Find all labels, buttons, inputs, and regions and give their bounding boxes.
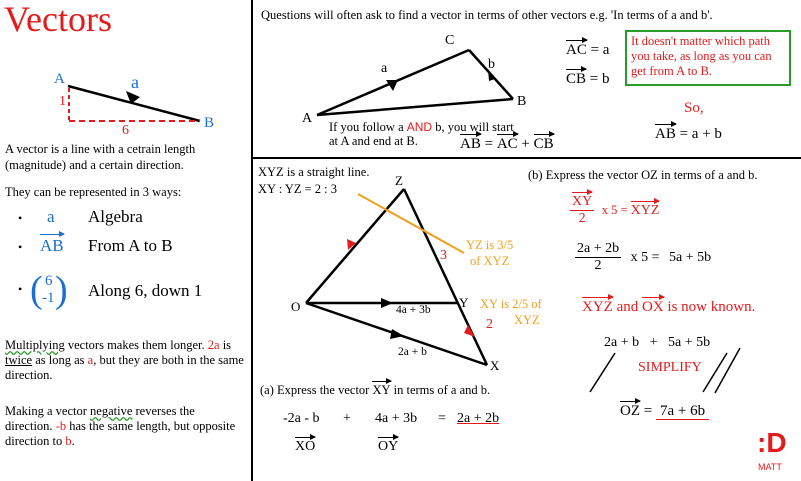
- a-red: a: [87, 353, 94, 367]
- path-note-box: [625, 30, 791, 86]
- xy-note-1: XY is 2/5 of: [480, 297, 542, 311]
- label-ox: 2a + b: [398, 346, 427, 358]
- sum-eq: =: [480, 136, 497, 152]
- bullet: •: [18, 211, 23, 225]
- xy-note: [480, 296, 542, 328]
- label-b-side: b: [488, 57, 495, 72]
- simplify-label: SIMPLIFY: [638, 360, 702, 375]
- twice-word: twice: [5, 353, 33, 367]
- yz-note-2: of XYZ: [470, 254, 510, 268]
- result-rhs: = a + b: [675, 126, 722, 142]
- vec-cb: CB: [566, 71, 587, 87]
- column-bottom: -1: [42, 290, 55, 306]
- vec-xy-2: XY: [572, 194, 593, 209]
- question-a: [260, 383, 490, 398]
- label-a-side: a: [381, 61, 388, 76]
- way-algebra: [18, 207, 143, 227]
- yz-note: [466, 237, 513, 269]
- result-5a5b: 5a + 5b: [669, 249, 712, 265]
- negative-text: Making a vector: [5, 404, 91, 418]
- numerator-2: 2a + 2b: [577, 241, 620, 256]
- term-oy: 4a + 3b: [375, 411, 418, 426]
- point-a: A: [302, 111, 313, 126]
- working-b-1: [570, 194, 659, 227]
- ab-symbol: AB: [40, 236, 64, 255]
- oz-eq: =: [640, 403, 656, 419]
- signature-face: :D: [757, 427, 787, 458]
- known-line: [582, 299, 755, 316]
- qa-1: (a) Express the vector: [260, 383, 373, 397]
- label-two: 2: [486, 317, 493, 332]
- vec-ab-result: AB: [655, 126, 676, 142]
- column-top: 6: [45, 273, 53, 289]
- vec-xy: XY: [372, 383, 391, 397]
- vec-xo: XO: [295, 439, 316, 454]
- minus-b: -b: [55, 419, 67, 433]
- working-b-2: [575, 241, 711, 274]
- vec-ab: AB: [460, 136, 481, 152]
- vec-ox: OX: [642, 299, 664, 315]
- follow-1: If you follow a: [329, 120, 407, 134]
- eq-ab-result: [655, 126, 722, 143]
- multiply-text-2: is: [219, 338, 232, 352]
- vec-ac-2: AC: [496, 136, 518, 152]
- multiply-text-3: as long as: [32, 353, 88, 367]
- two-a: 2a: [207, 338, 220, 352]
- intro-text: Questions will often ask to find a vector in terms of other vectors e.g. 'In terms of a and b'.: [261, 8, 713, 22]
- multiply-text: vectors makes them longer.: [64, 338, 205, 352]
- follow-3: at A and end at B.: [329, 134, 418, 148]
- final-value: 7a + 6b: [656, 403, 709, 420]
- yz-note-1: YZ is 3/5: [466, 238, 514, 252]
- known-text: is now known.: [663, 299, 756, 315]
- negative-text-3: has the same length, but opposite direction to: [5, 419, 236, 448]
- point-y: Y: [459, 295, 469, 310]
- label-vector-a: a: [131, 72, 139, 92]
- given-line: XYZ is a straight line.: [258, 165, 370, 179]
- way-from-a-to-b: [18, 236, 173, 256]
- column-text: Along 6, down 1: [88, 281, 203, 300]
- ab-text: From A to B: [88, 236, 173, 255]
- question-b: (b) Express the vector OZ in terms of a and b.: [528, 168, 758, 182]
- bullet: •: [18, 240, 23, 254]
- sum-plus: +: [517, 136, 534, 152]
- ways-intro: They can be represented in 3 ways:: [5, 185, 182, 199]
- negative-text-4: .: [71, 434, 75, 448]
- b-red: b: [65, 434, 72, 448]
- label-one: 1: [59, 94, 66, 109]
- path-note: It doesn't matter which path you take, as long as you can get from A to B.: [631, 34, 772, 78]
- label-oy: 4a + 3b: [396, 304, 431, 316]
- label-three: 3: [440, 248, 447, 263]
- point-z: Z: [395, 173, 403, 188]
- given-ratio: XY : YZ = 2 : 3: [258, 182, 338, 196]
- vector-definition: A vector is a line with a cetrain length (magnitude) and a certain direction.: [5, 142, 196, 172]
- open-paren: (: [30, 269, 43, 311]
- vec-ac: AC: [566, 42, 587, 58]
- signature-name: MATT: [758, 462, 782, 472]
- equals-sign: =: [438, 411, 446, 426]
- multiplying-word: Multiplying: [5, 338, 65, 352]
- sum-line: 2a + b + 5a + 5b: [604, 335, 711, 350]
- vec-cb-2: CB: [533, 136, 554, 152]
- negative-text-2: reverses the direction.: [5, 404, 195, 433]
- term-xo: -2a - b: [283, 411, 320, 426]
- denominator-1: 2: [578, 211, 586, 226]
- known-and: and: [612, 299, 642, 315]
- negative-word: negative: [90, 404, 133, 418]
- label-six: 6: [122, 123, 129, 138]
- plus-sign: +: [343, 411, 351, 426]
- so-label: So,: [684, 100, 704, 116]
- fraction-xy: [570, 194, 594, 227]
- vec-xyz-2: XYZ: [582, 299, 613, 315]
- label-a-point: A: [54, 71, 65, 87]
- vec-xyz: XYZ: [630, 202, 660, 218]
- cb-rhs: = b: [586, 71, 610, 87]
- vec-oy: OY: [378, 439, 399, 454]
- multiply-text-4: , but they are both in the same direction.: [5, 353, 244, 382]
- final-answer: [620, 403, 709, 420]
- algebra-text: Algebra: [88, 207, 143, 226]
- and-word: AND: [406, 120, 433, 134]
- vec-oz: OZ: [620, 403, 640, 419]
- bullet: •: [18, 282, 23, 296]
- point-c: C: [445, 33, 455, 48]
- ac-rhs: = a: [586, 42, 610, 58]
- result-xy: 2a + 2b: [457, 411, 500, 426]
- times-five-2: x 5 =: [630, 249, 660, 265]
- fraction-2a2b: [575, 241, 621, 274]
- xy-note-2: XYZ: [514, 313, 540, 327]
- times-five-1: x 5 =: [601, 202, 631, 217]
- label-b-point: B: [204, 115, 215, 131]
- eq-ac: [566, 42, 609, 59]
- multiplying-note: [5, 338, 245, 383]
- follow-2: b, you will start: [432, 120, 514, 134]
- eq-cb: [566, 71, 609, 88]
- point-o: O: [291, 299, 301, 314]
- page-title: Vectors: [4, 0, 112, 39]
- denominator-2: 2: [594, 258, 602, 273]
- close-paren: ): [55, 269, 68, 311]
- algebra-symbol: a: [47, 207, 55, 226]
- negative-note: [5, 404, 245, 449]
- qa-2: in terms of a and b.: [390, 383, 491, 397]
- point-x: X: [490, 358, 500, 373]
- point-b: B: [517, 94, 527, 109]
- eq-ab-sum: [460, 136, 554, 153]
